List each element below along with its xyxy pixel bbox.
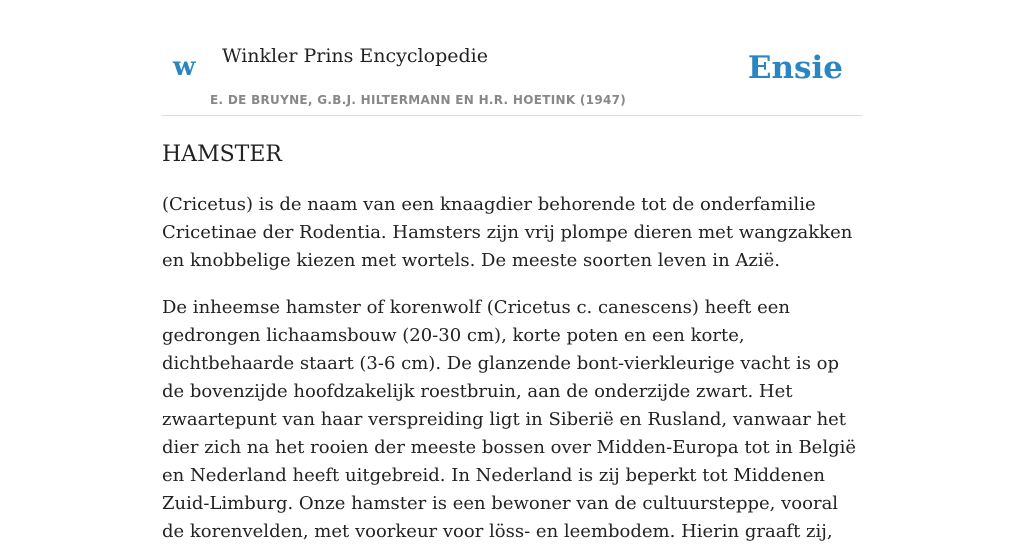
article-paragraph: De inheemse hamster of korenwolf (Cricetus c. canescens) heeft een gedrongen lichaamsbouw (20-30 cm), korte poten en een korte, dichtbehaarde staart (3-6 cm). De glanzende bont-vierkleurige vacht is op de bovenzijde hoofdzakelijk roestbruin, aan de onderzijde zwart. Het zwaartepunt van haar verspreiding ligt in Siberië en Rusland, vanwaar het dier zich na het rooien der meeste bossen over Midden-Europa tot in België en Nederland heeft uitgebreid. In Nederland is zij beperkt tot Middenen Zuid-Limburg. Onze hamster is een bewoner van de cultuursteppe, vooral de korenvelden, met voorkeur voor löss- en leembodem. Hierin graaft zij, [162,297,857,542]
site-header [162,0,862,116]
article-paragraph: (Cricetus) is de naam van een knaagdier behorende tot de onderfamilie Cricetinae der Rodentia. Hamsters zijn vrij plompe dieren met wangzakken en knobbelige kiezen met wortels. De meeste soorten leven in Azië. [162,194,853,271]
authors-byline: E. DE BRUYNE, G.B.J. HILTERMANN EN H.R. HOETINK (1947) [210,93,627,107]
article-page [162,0,862,546]
ensie-logo[interactable]: Ensie [747,50,843,86]
encyclopedia-title[interactable]: Winkler Prins Encyclopedie [222,45,488,67]
winkler-prins-logo[interactable]: w [173,52,196,82]
entry-title: HAMSTER [162,142,282,167]
